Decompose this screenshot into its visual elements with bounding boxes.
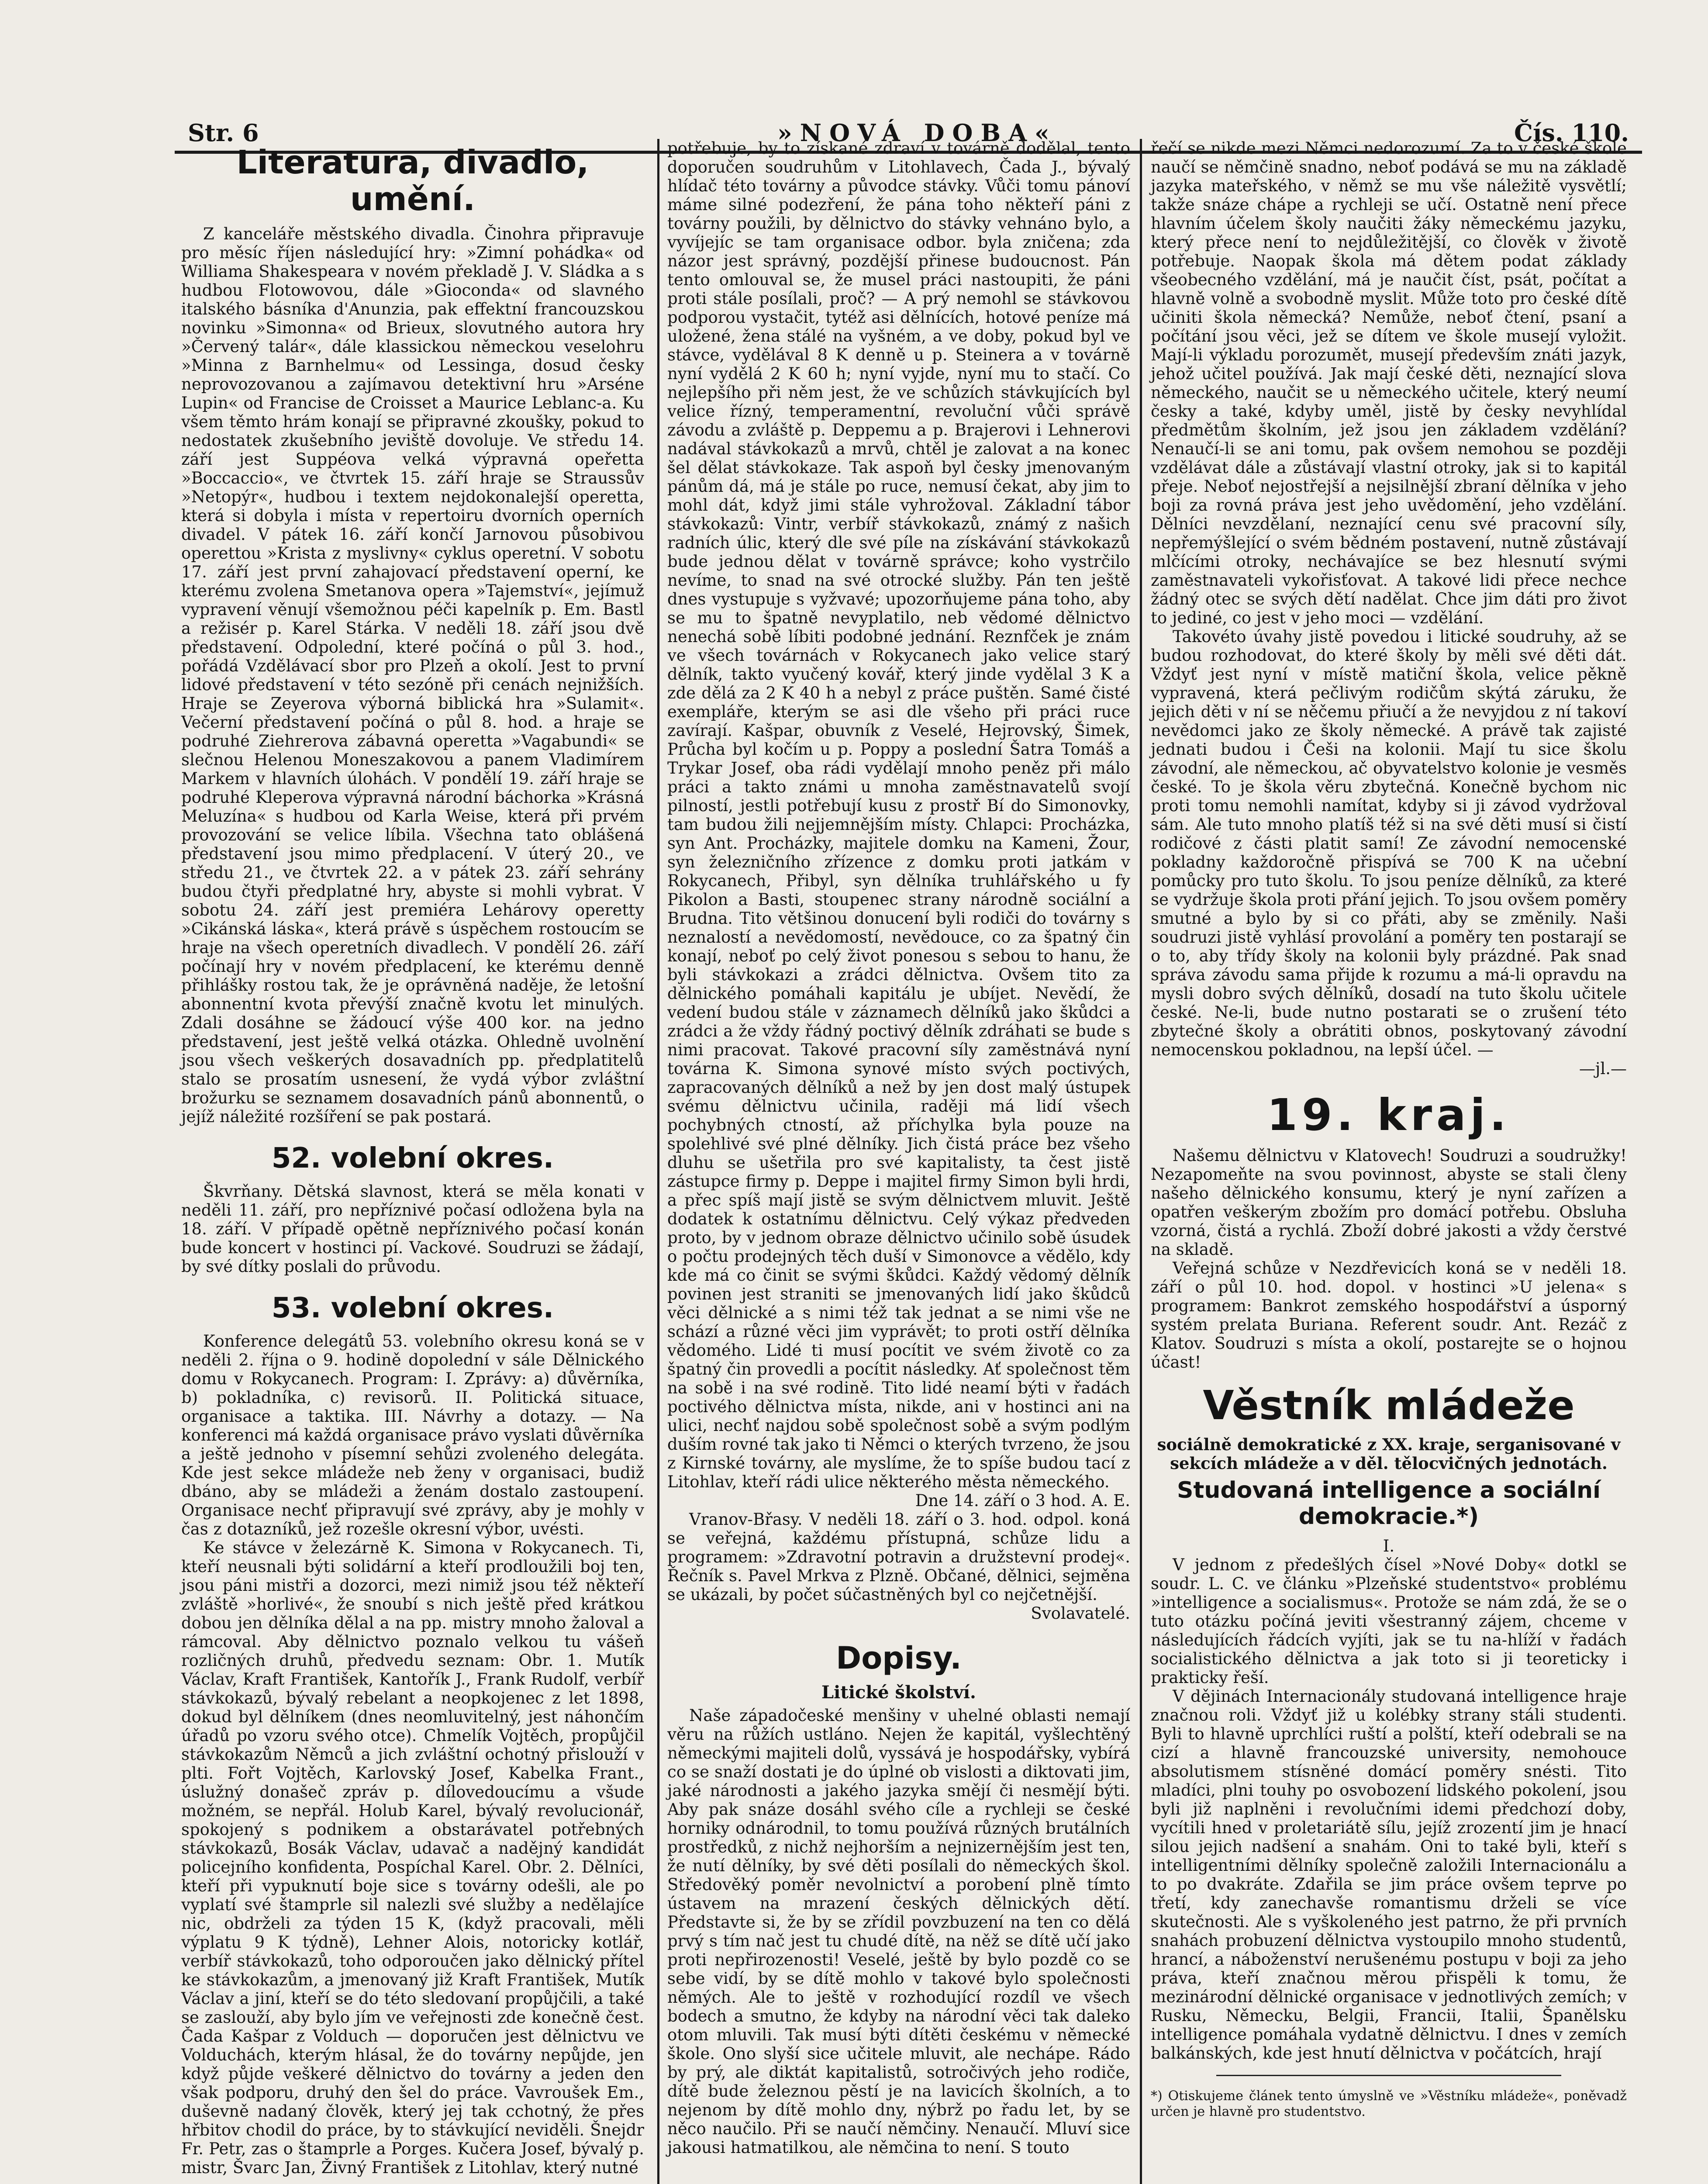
footnote: *) Otiskujeme článek tento úmyslně ve »Věstníku mládeže«, poněvadž určen je hlavně pro studentstvo. [1151,2088,1627,2119]
article-title-school: Litické školství. [821,1682,976,1703]
masthead-title: »NOVÁ DOBA« [777,119,1057,147]
column-divider-1 [657,139,659,2184]
article-strike-continued: potřebuje, by to získané zdraví v továrně dodělal, tento doporučen soudruhům v Litohlavech, Čada J., bývalý hlídač této továrny a původce stávky. Vůči tomu pánoví máme silné podezření, že pána toho někteří páni z továrny použili, by dělnictvo do stávky vehnáno bylo, a vyvíjejíc se tam organisace odbor. byla zničena; zda názor jest správný, pozdější přinese budoucnost. Pán tento omlouval se, že musel práci nastoupiti, že páni proti stále posílali, proč? — A prý nemohl se stávkovou podporou vystačit, tytéž asi dělnících, hotové peníze má uložené, žena stálé na vyšném, a ve doby, pokud byl ve stávce, vydělával 8 K denně u p. Steinera a v továrně nyní vydělá 2 K 60 h; nyní vyjde, nyní mu to stačí. Co nejlepšího při něm jest, že ve schůzích stávkujících byl velice řízný, temperamentní, revoluční vůči správě závodu a zvláště p. Deppemu a p. Brajerovi i Lehnerovi nadával stávkokazů a mrvů, chtěl je zalovat a na konec šel dělat stávkokaze. Tak aspoň byl česky jmenovaným pánům dá, má je stále po ruce, nemusí čekat, aby jim to mohl dát, když jimi stále vyhrožoval. Základní tábor stávkokazů: Vintr, verbíř stávkokazů, známý z našich radních úlic, který dle své píle na získávání stávkokazů bude jednou dělat v továrně správce; koho vystrčilo nevíme, to snad na své otrocké služby. Pán ten ještě dnes vystupuje s vyžvavé; upozorňujeme pána toho, aby se mu to špatně nevyplatilo, neb vědomé dělnictvo nenechá sobě líbiti podobné jednání. Reznfček je znám ve všech továrnách v Rokycanech jako velice starý dělník, takto vyučený kovář, který jinde vydělal 3 K a zde dělá za 2 K 40 h a nebyl z práce puštěn. Samé čisté exempláře, kterým se asi dle všeho při práci ruce zavírají. Kašpar, obuvník z Veselé, Hejrovský, Šimek, Průcha byl kočím u p. Poppy a poslední Šatra Tomáš a Trykar Josef, oba rádi vydělají mnoho peněz při málo práci a takto známi u mnoha zaměstnavatelů svojí pilností, jestli potřebují kusu z prostř Bí do Simonovky, tam budou žili nejjemnějším místy. Chlapci: Procházka, syn Ant. Procházky, majitele domku na Kameni, Žour, syn železničního zřízence z domku proti jatkám v Rokycanech, Přibyl, syn dělníka truhlářského u fy Pikolon a Basti, stoupenec strany národně sociální a Brudna. Tito většinou donucení byli rodiči do továrny s neznalostí a nevědomostí, nevědouce, co za špatný čin konají, neboť po celý život ponesou s sebou to hanu, že byli stávkokazi a zrádci dělnictva. Ovšem tito za dělnického pomáhali kapitálu je ubíjet. Nevědí, že vedení budou stále v záznamech dělníků jako škůdci a zrádci a že vždy řádný poctivý dělník zdráhati se bude s nimi pracovat. Takové pracovní síly zaměstnává nyní továrna K. Simona synové místo svých poctivých, zapracovaných dělníků a než by jen dost malý ústupek svému dělnictvu učinila, raději má lidí všech pochybných ctností, až příchylka byla pouze na spolehlivé své plné dělníky. Jich čistá práce bez všeho dluhu se ušetřila pro své kapitalisty, ta čest jistě zástupce firmy p. Deppe i majitel firmy Simon byli hrdi, a přec spíš mají jistě se svým dělnictvem mluvit. Ještě dodatek k ostatnímu dělnictvu. Celý výkaz předveden proto, by v jednom obraze dělnictvo učinilo sobě úsudek o počtu prodejných těch duší v Simonovce a vědělo, kdy kde má co činit se svými škůdci. Každý vědomý dělník povinen jest straniti se jmenovaných lidí jako škůdců věci dělnické a s nimi též tak jednat a se nimi vše ne schází a různé věci jim vyprávět; to proti ostří dělníka vědomého. Lidé ti musí pocítit ve svém životě co za špatný čin provedli a pocítit následky. Ať společnost těm na sobě i na své rodině. Tito lidé neamí býti v řadách poctivého dělnictva místa, nikde, ani v hostinci ani na ulici, nechť najdou sobě společnost sobě a svým podlým duším rovné tak jako ti Němci o kterých tvrzeno, že jsou z Kirnské továrny, ale myslíme, že to spíše budou tací z Litohlav, kteří rádi ulice některého města německého. [667,139,1130,1491]
section-title-youth: Věstník mládeže [1203,1382,1575,1429]
footnote-rule [1216,2075,1561,2076]
article-klatovy: Našemu dělnictvu v Klatovech! Soudruzi a soudružky! Nezapomeňte na svou povinnost, abyste se stali členy našeho dělnického konsumu, který je nyní zařízen a opatřen veškerým zbožím pro domácí potřebu. Obsluha vzorná, čistá a rychlá. Zboží dobré jakosti a vždy čerstvé na skladě. [1151,1146,1627,1259]
article-strike-signature: Dne 14. září o 3 hod. A. E. [915,1491,1130,1510]
column-2 [667,139,1130,2157]
article-theatre: Z kanceláře městského divadla. Činohra připravuje pro měsíc říjen následující hry: »Zimní pohádka« od Williama Shakespeara v novém překladě J. V. Sládka a s hudbou Flotowovou, dále »Gioconda« od slavného italského básníka d'Anunzia, pak effektní francouzskou novinku »Simonna« od Brieux, slovutného autora hry »Červený talár«, dále klassickou německou veselohru »Minna z Barnhelmu« od Lessinga, dosud česky neprovozovanou a zajímavou detektivní hru »Arséne Lupin« od Francise de Croisset a Maurice Leblanc-a. Ku všem těmto hrám konají se připravné zkoušky, pokud to nedostatek zkušebního jeviště dovoluje. Ve středu 14. září jest Suppéova velká výpravná opeřetta »Boccaccio«, ve čtvrtek 15. září hraje se Straussův »Netopýr«, hudbou i textem nejdokonalejší operetta, která si dobyla i místa v repertoiru dvorních operních divadel. V pátek 16. září končí Jarnovou působivou operettou »Krista z myslivny« cyklus operetní. V sobotu 17. září jest první zahajovací představení operní, ke kterému zvolena Smetanova opera »Tajemství«, jejímuž vypravení věnují všemožnou péči kapelník p. Em. Bastl a režisér p. Karel Stárka. V neděli 18. září jsou dvě představení. Odpolední, které počíná o půl 3. hod., pořádá Vzdělávací sbor pro Plzeň a okolí. Jest to první lidové představení v této sezóně při cenách nejnižších. Hraje se Zeyerova výborná biblická hra »Sulamit«. Večerní představení počíná o půl 8. hod. a hraje se podruhé Ziehrerova zábavná operetta »Vagabundi« se slečnou Helenou Moneszakovou a panem Vladimírem Markem v hlavních úlohách. V pondělí 19. září hraje se podruhé Kleperova výpravná národní báchorka »Krásná Meluzína« s hudbou od Karla Weise, která při prvém provozování se velice líbila. Všechna tato oblášená představení jsou mimo předplacení. V úterý 20., ve středu 21., ve čtvrtek 22. a v pátek 23. září sehrány budou čtyři předplatné hry, abyste si mohli vybrat. V sobotu 24. září jest premiéra Lehárovy operetty »Cikánská láska«, která právě s úspěchem rostoucím se hraje na všech operetních divadlech. V pondělí 26. září počínají hry v novém předplacení, ke kterému denně přihlášky rostou tak, že je oprávněná naděje, že letošní abonnentní kvota převýší značně kvotu let minulých. Zdali dosáhne se žádoucí výše 400 kor. na jedno představení, jest ještě velká otázka. Ohledně uvolnění jsou všech veškerých dosavadních pp. předplatitelů stalo se prosatím usnesení, že vydá výbor zvláštní brožurku se seznamem dosavadních pánů abonnentů, o jejíž náležité rozšíření se pak postará. [181,225,644,1126]
article-school-part-2: Takovéto úvahy jistě povedou i litické soudruhy, až se budou rozhodovat, do které školy by měli své děti dát. Vždyť jest nyní v místě matiční škola, velice pěkně vypravená, která pečlivým rodičům skýtá záruku, že jejich děti v ní se něčemu přiučí a že nevyjdou z ní takoví nevědomci jako ze školy německé. A právě tak zajisté jednati budou i Češi na kolonii. Mají tu sice školu závodní, ale německou, ač obyvatelstvo kolonie je vesměs české. To je škola věru zbytečná. Konečně bychom nic proti tomu nemohli namítat, kdyby si ji závod vydržoval sám. Ale tuto mnoho platíš též si na své děti musí si čistí rodičové z části platit samí! Ze závodní nemocenské pokladny každoročně přispívá se 700 K na učební pomůcky pro tuto školu. To jsou peníze dělníků, za které se vydržuje škola proti přání jejich. To jsou ovšem poměry smutné a bylo by si co přáti, aby se změnily. Naši soudruzi jistě vyhlásí provolání a poměry ten postarají se o to, aby třídy školy na kolonii byly prázdné. Pak snad správa závodu sama přijde k rozumu a má-li opravdu na mysli dobro svých dělníků, dosadí na tuto školu učitele české. Ne-li, bude nutno postarati se o zrušení této zbytečné školy a obrátiti obnos, poskytovaný závodní nemocenskou pokladnou, na lepší účel. — [1151,627,1627,1059]
article-skvrnany: Škvrňany. Dětská slavnost, která se měla konati v neděli 11. září, pro nepříznivé počasí odložena byla na 18. září. V případě opětně nepříznivého počasí konán bude koncert v hostinci pí. Vackové. Soudruzi se žádají, by své dítky poslali do průvodu. [181,1182,644,1276]
article-intelligence-2: V dějinách Internacionály studovaná intelligence hraje značnou roli. Vždyť již u kolébky strany stáli studenti. Byli to hlavně uprchlíci ruští a polští, kteří odebrali se na cizí a hlavně francouzské university, nemohouce absolutismem stísněné domácí poměry snésti. Tito mladíci, plni touhy po osvobození lidského pokolení, jsou byli již naplněni i revolučními idemi předchozí doby, vycítili hned v proletariátě sílu, jejíž zrozentí jim je hnací silou jejich nadšení a snahám. Oni to také byli, kteří s intelligentními dělníky společně založili Internacionálu a to po dvakráte. Zdařila se jim práce ovšem teprve po třetí, kdy zanechavše romantismu drželi se více skutečnosti. Ale s vyškoleného jest patrno, že při prvních snahách probuzení dělnictva vystoupilo mnoho studentů, hrancí, a náboženství nerušenému postupu v boji za jeho práva, kteří značnou měrou přispěli k tomu, že mezinárodní dělnické organisace v jednotlivých zemích; v Rusku, Německu, Belgii, Francii, Italii, Španělsku intelligence pomáhala vydatně dělnictvu. I dnes v zemích balkánských, kde jest hnutí dělnictva v počátcích, hrají [1151,1687,1627,2063]
article-vranov-signature: Svolavatelé. [1031,1604,1130,1623]
column-1 [181,139,644,2177]
section-title-region-19: 19. kraj. [1267,1089,1511,1140]
section-title-letters: Dopisy. [836,1640,962,1676]
article-part-number: I. [1383,1537,1395,1555]
article-strike: Ke stávce v železárně K. Simona v Rokycanech. Ti, kteří neusnali býti solidární a kteří prodloužili boj ten, jsou páni mistři a dozorci, mezi nimiž jsou též někteří zvláště »horlivé«, že snoubí s nich ještě před krátkou dobou jen dělníka dělal a na pp. mistry mnoho žaloval a rámcoval. Aby dělnictvo poznalo velkou tu vášeň rozličných druhů, předvedu seznam: Obr. 1. Mutík Václav, Kraft František, Kantořík J., Frank Rudolf, verbíř stávkokazů, bývalý rebelant a neopkojenec z let 1898, dokud byl dělníkem (dnes neomluvitelný, jest náhončím úřadů po vzoru svého otce). Chmelík Vojtěch, propůjčil stávkokazům Němců a jich zvláštní ochotný přislouží v plti. Fořt Vojtěch, Karlovský Josef, Kabelka Frant., úslužný donašeč zpráv p. dílovedoucímu a všude možném, se nepřál. Holub Karel, bývalý revolucionář, spokojený s podnikem a obstarávatel potřebných stávkokazů, Bosák Václav, udavač a nadějný kandidát policejního konfidenta, Pospíchal Karel. Obr. 2. Dělníci, kteří při vypuknutí boje sice s továrny odešli, ale po vyplatí své štamprle sil nalezli své služby a nedělajíce nic, obdrželi za týden 15 K, (když pracovali, měli výplatu 9 K týdně), Lehner Alois, notoricky kotlář, verbíř stávkokazů, toho odporoučen jako dělnický přítel ke stávkokazům, a jmenovaný již Kraft František, Mutík Václav a jiní, kteří se do této sledovaní propůjčili, a také se zaslouží, aby bylo jím ve veřejnosti zde konečně čest. Čada Kašpar z Volduch — doporučen jest dělnictvu ve Volduchách, kterým hlásal, že do továrny nepůjde, jen když půjde veškeré dělnictvo do továrny a jeden den však podporu, druhý den šel do práce. Vavroušek Em., duševně nadaný člověk, který jej tak cchotný, že přes hřbitov chodil do práce, by to stávkující neviděli. Šnejdr Fr. Petr, zas o štamprle a Porges. Kučera Josef, bývalý p. mistr, Švarc Jan, Živný František z Litohlav, který nutné [181,1538,644,2177]
column-divider-2 [1140,139,1142,2184]
section-title-literature: Literatura, divadlo, umění. [236,144,589,218]
page-number: Str. 6 [188,119,259,147]
article-school: Naše západočeské menšiny v uhelné oblasti nemají věru na růžích ustláno. Nejen že kapitál, vyšlechtěný německými majiteli dolů, vyssává je hospodářsky, vybírá co se snaží dostati je do úplné ob vislosti a diktovati jim, jaké národnosti a jakého jazyka smějí či nesmějí býti. Aby pak snáze dosáhl svého cíle a rychleji se české horniky odnárodnil, to tomu používá různých brutálních prostředků, z nichž nejhorším a nejnizernějším jest ten, že nutí dělníky, by své děti posílali do německých škol. Středověký poměr nevolnictví a porobení plně tímto ústavem na mrazení českých dělnických dětí. Představte si, že by se zřídil povzbuzení na ten co dělá prvý s tím nač jest tu chudé dítě, na něž se dítě učí jako proti nepřirozenosti! Veselé, ještě by bylo pozdě co se sebe vidí, by se dítě mohlo v takové bylo společnosti němých. Ale to ještě v rozhodující rozdíl ve všech bodech a smutno, že kdyby na národní věci tak daleko otom mluvili. Tak musí býti dítěti českému v německé škole. Ono slyší sice učitele mluvit, ale nechápe. Rádo by prý, ale diktát kapitalistů, sotročivých jeho rodiče, dítě bude železnou pěstí je na lavicích školních, a to nejenom by dítě mohlo dny, nýbrž po řadu let, by se něco naučilo. Při se naučí němčiny. Nenaučí. Mluví sice jakousi hatmatilkou, ale němčina to není. S touto [667,1706,1130,2157]
article-intelligence-1: V jednom z předešlých čísel »Nové Doby« dotkl se soudr. L. C. ve článku »Plzeňské studentstvo« problému »intelligence a socialismus«. Protože se nám zdá, že se o tuto otázku počíná jeviti všestranný zájem, chceme v následujících řádcích vyjíti, jak se tu na-hlíží v řadách socialistického dělnictva a jak toto si ji teoreticky i prakticky řeší. [1151,1555,1627,1687]
section-title-district-52: 52. volební okres. [271,1142,554,1175]
article-conference: Konference delegátů 53. volebního okresu koná se v neděli 2. října o 9. hodině dopolední v sále Dělnického domu v Rokycanech. Program: I. Zprávy: a) důvěrníka, b) pokladníka, c) revisorů. II. Politická situace, organisace a taktika. III. Návrhy a dotazy. — Na konferenci má každá organisace právo vyslati důvěrníka a ještě jednoho v písemní sehůzi zvoleného delegáta. Kde jest sekce mládeže neb ženy v organisaci, budiž dbáno, aby se mládeži a ženám dostalo zastoupení. Organisace nechť připravují své zprávy, aby je mohly v čas z dotazníků, jež rozešle okresní výbor, uvésti. [181,1332,644,1538]
column-3 [1151,139,1627,2120]
article-school-continued: řečí se nikde mezi Němci nedorozumí. Za to v české škole naučí se němčině snadno, neboť podává se mu na základě jazyka mateřského, v němž se mu vše náležitě vysvětlí; takže snáze chápe a rychleji se učí. Ostatně není přece hlavním účelem školy naučiti žáky německému jazyku, který přece není to nejdůležitější, co člověk v životě potřebuje. Naopak škola má dětem podat základy všeobecného vzdělání, má je naučit číst, psát, počítat a hlavně volně a svobodně myslit. Může toto pro české dítě učiniti škola německá? Nemůže, neboť čtení, psaní a počítání jsou věci, jež se dítem ve škole musejí vyložit. Mají-li výkladu porozumět, musejí především znáti jazyk, jehož učitel používá. Jak mají české děti, neznající slova německého, naučit se u německého učitele, který neumí česky a také, kdyby uměl, jistě by česky nevyhlídal předmětům školním, jež jsou jen základem vzdělání? Nenaučí-li se ani tomu, pak ovšem nemohou se později vzdělávat dále a zůstávají vlastní otroky, jak si to kapitál přeje. Neboť nejostřejší a nejsilnější zbraní dělníka v jeho boji za rovná práva jest jeho uvědomění, jeho vzdělání. Dělníci nevzdělaní, neznající cenu své pracovní síly, nepřemýšlející o svém bědném postavení, nutně zůstávají mlčícími otroky, nechávajíce se bez hlesnutí svými zaměstnavateli vykořisťovat. A takové lidi přece nechce žádný otec se svých dětí nadělat. Chce jim dáti pro život to jediné, co jest v jeho moci — vzdělání. [1151,139,1627,627]
article-nezdrevice: Veřejná schůze v Nezdřevicích koná se v neděli 18. září o půl 10. hod. dopol. v hostinci »U jelena« s programem: Bankrot zemského hospodářství a úsporný systém prelata Buriana. Referent soudr. Ant. Rezáč z Klatov. Soudruzi s místa a okolí, postarejte se o hojnou účast! [1151,1259,1627,1372]
section-title-district-53: 53. volební okres. [271,1292,554,1324]
article-vranov: Vranov-Břasy. V neděli 18. září o 3. hod. odpol. koná se veřejná, každému přístupná, schůze lidu a programem: »Zdravotní potravin a družstevní prodej«. Řečník s. Pavel Mrkva z Plzně. Občané, dělnici, sejměna se ukázali, by počet súčastněných byl co nejčetnější. [667,1510,1130,1604]
issue-number: Čís. 110. [1514,119,1629,147]
youth-subtitle: sociálně demokratické z XX. kraje, serganisované v sekcích mládeže a v děl. tělocvičných jednotách. [1157,1435,1621,1473]
article-title-intelligence: Studovaná intelligence a sociální demokracie.*) [1177,1477,1601,1530]
article-school-signature: —jl.— [1579,1059,1627,1078]
